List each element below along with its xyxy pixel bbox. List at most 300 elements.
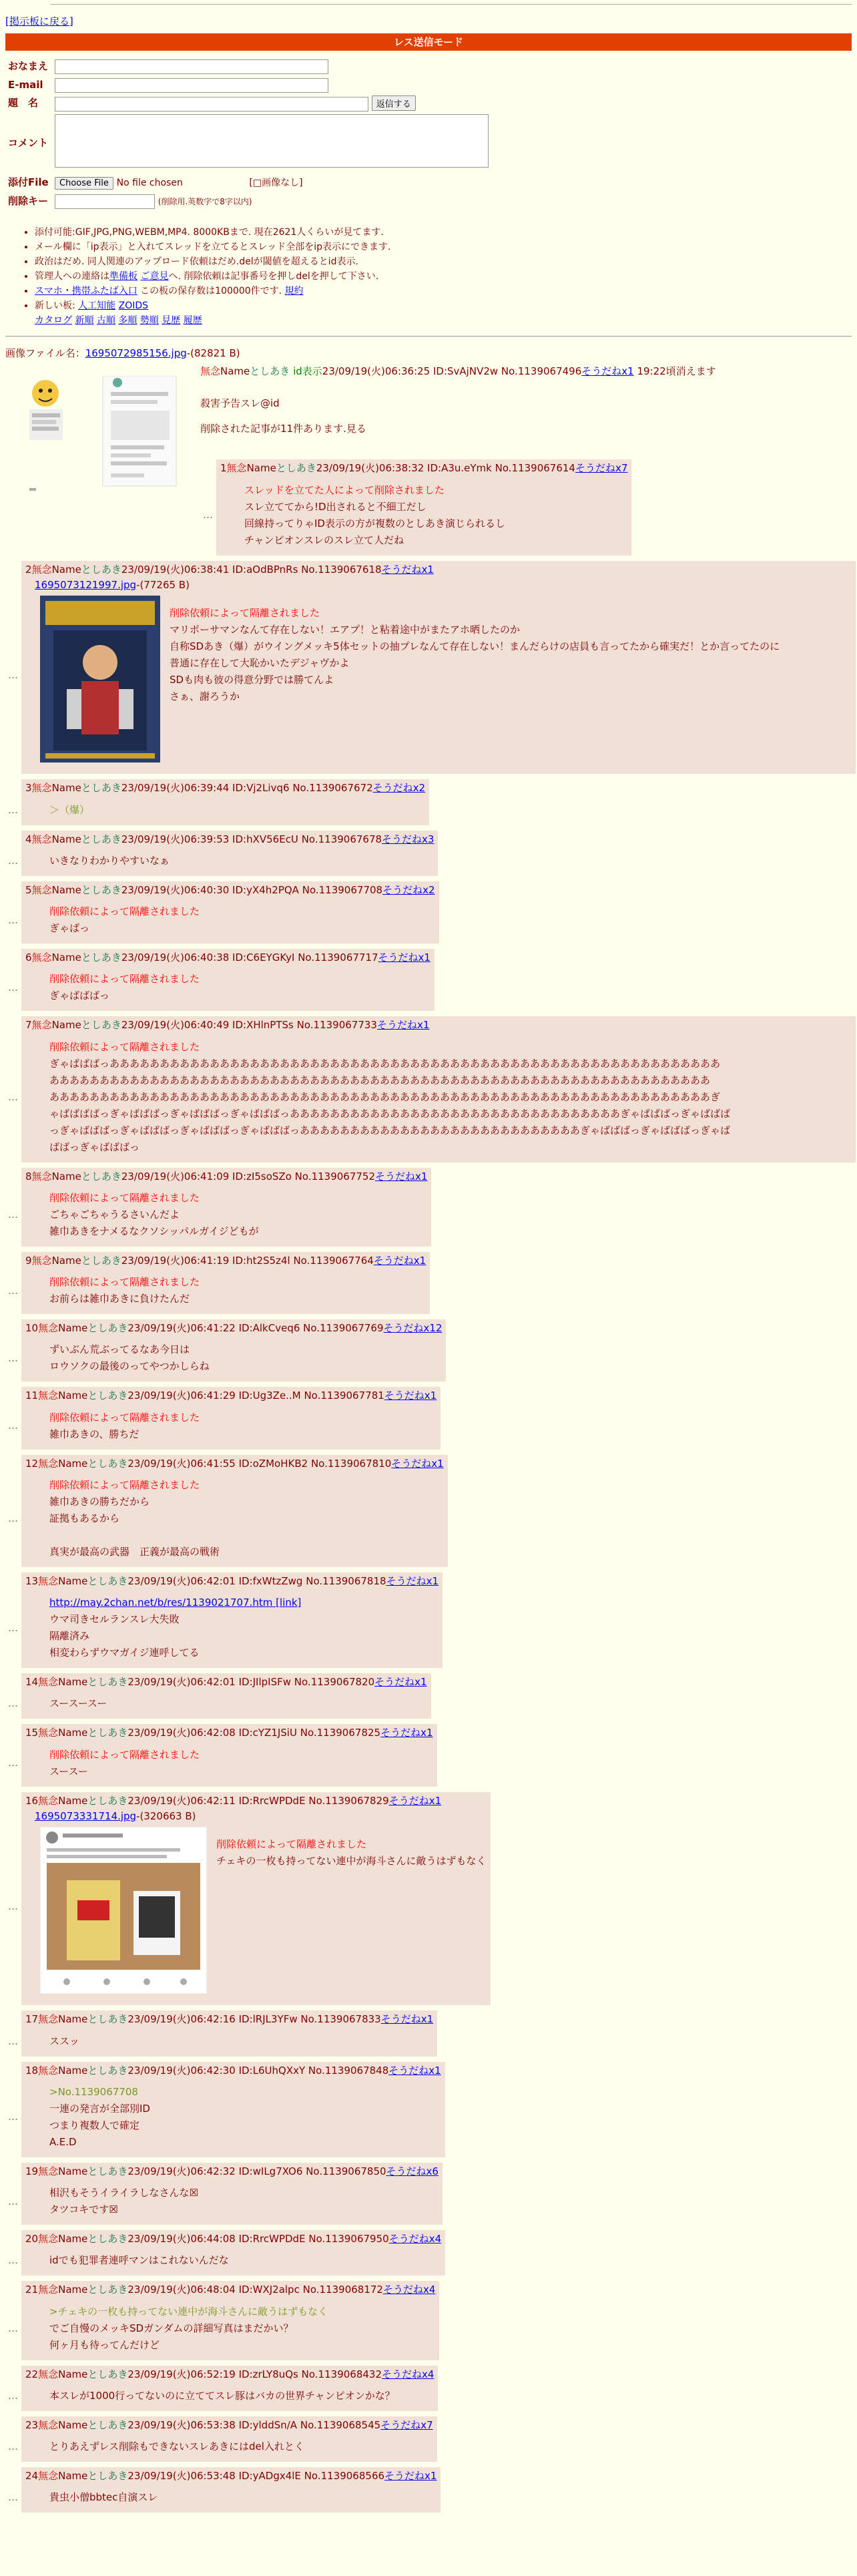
reply-number[interactable]: No.1139067829 — [308, 1794, 389, 1807]
reply-line: っぎゃばばばっぎゃばばばっぎゃばばばっぎゃばばばっああああああああああああああああああああああああああああぎゃばばばっぎゃばばばっぎゃば — [49, 1124, 731, 1136]
reply-handle: としあき — [81, 883, 121, 896]
reply-deleted-note: 削除依頼によって隔離されました — [49, 1478, 200, 1491]
reply-dots: … — [8, 913, 18, 926]
reply-1 — [200, 459, 852, 555]
sort-momentum-link[interactable]: 勢順 — [139, 315, 159, 327]
reply-body — [49, 1039, 852, 1156]
reply-line: お前らは雑巾あきに負けたんだ — [49, 1293, 190, 1305]
reply-number[interactable]: No.1139067678 — [301, 833, 382, 845]
reply-index: 15 — [25, 1727, 39, 1739]
reply-body — [244, 482, 627, 549]
reply-index: 11 — [25, 1389, 39, 1402]
reply-thumbnail[interactable] — [40, 596, 160, 767]
choose-file-button[interactable]: Choose File — [55, 177, 113, 190]
reply-dots: … — [8, 2195, 18, 2207]
reply-header — [25, 832, 434, 847]
reply-line: ロウソクの最後のってやつかしらね — [49, 1360, 210, 1373]
catalog-link[interactable]: カタログ — [35, 315, 72, 327]
reply-name-field: Name — [58, 2284, 88, 2296]
reply-sodane-button[interactable]: そうだねx1 — [374, 1676, 427, 1689]
reply-box — [21, 2163, 443, 2225]
reply-header — [25, 2367, 434, 2382]
reply-file-size: -(77265 B) — [136, 578, 190, 591]
reply-name-field: Name — [58, 2470, 88, 2483]
reply-name: 無念 — [38, 1727, 59, 1739]
reply-date: 23/09/19(火)06:41:22 ID:AlkCveq6 — [127, 1322, 300, 1335]
reply-index: 6 — [25, 951, 32, 964]
reply-index: 18 — [25, 2064, 39, 2077]
reply-number[interactable]: No.1139067781 — [304, 1389, 384, 1402]
reply-sodane-button[interactable]: そうだねx1 — [388, 2064, 441, 2077]
noimage-checkbox[interactable]: [□画像なし] — [249, 178, 303, 189]
reply-number[interactable]: No.1139067752 — [294, 1170, 376, 1183]
reply-line: ごちゃごちゃうるさいんだよ — [49, 1208, 180, 1221]
reply-handle: としあき — [87, 2284, 128, 2296]
reply-quote: >No.1139067708 — [49, 2085, 138, 2098]
op-file-link[interactable]: 1695072985156.jpg — [85, 347, 187, 360]
sort-many-link[interactable]: 多順 — [118, 315, 137, 327]
reply-header — [25, 2231, 441, 2247]
op-image-icon — [24, 376, 191, 496]
reply-header — [25, 1388, 437, 1404]
reply-line: 相沢もそうイライラしなさんな☒ — [49, 2187, 198, 2199]
reply-index: 2 — [25, 563, 32, 576]
reply-line: 雑巾あきをナメるなクソシッパルガイジどもが — [49, 1225, 259, 1237]
reply-image-area — [25, 1824, 487, 1998]
reply-line: マリポーサマンなんて存在しない！エアプ！と粘着途中がまたアホ晒したのか — [170, 624, 521, 636]
reply-line: ぎゃばばばっあああああああああああああああああああああああああああああああああああああああああああああああああああああああああああああ — [49, 1057, 721, 1070]
back-nav — [5, 14, 852, 29]
reply-body — [49, 2084, 441, 2151]
reply-16 — [5, 1792, 852, 2006]
reply-box — [21, 949, 435, 1011]
reply-handle: としあき — [81, 1019, 121, 1032]
reply-dots: … — [8, 2440, 18, 2453]
reply-header — [25, 2012, 433, 2027]
reply-sodane-button[interactable]: そうだねx4 — [382, 2368, 435, 2380]
view-history-link[interactable]: 見歴 — [162, 315, 181, 327]
reply-sodane-button[interactable]: そうだねx4 — [382, 2284, 436, 2296]
reply-file-link[interactable]: 1695073121997.jpg — [35, 578, 137, 591]
reply-number[interactable]: No.1139067733 — [296, 1019, 377, 1032]
reply-name: 無念 — [38, 1322, 59, 1335]
reply-deleted-note: 削除依頼によって隔離されました — [49, 905, 200, 918]
reply-index: 1 — [220, 462, 227, 475]
reply-sodane-button[interactable]: そうだねx1 — [373, 1254, 426, 1267]
reply-dots: … — [8, 803, 18, 816]
email-input[interactable] — [55, 78, 328, 93]
reply-dots: … — [8, 2034, 18, 2047]
reply-date: 23/09/19(火)06:42:01 ID:JIlpISFw — [127, 1676, 292, 1689]
reply-handle: としあき — [87, 2013, 128, 2026]
reply-name-field: Name — [51, 951, 81, 964]
reply-8 — [5, 1168, 852, 1247]
reply-deleted-note: 削除依頼によって隔離されました — [49, 1276, 200, 1289]
reply-number[interactable]: No.1139067848 — [308, 2064, 389, 2077]
reply-dots: … — [8, 1900, 18, 1912]
reply-index: 21 — [25, 2284, 39, 2296]
reply-11 — [5, 1387, 852, 1449]
reply-box — [21, 2416, 437, 2462]
reply-22 — [5, 2366, 852, 2411]
reply-number[interactable]: No.1139067950 — [308, 2233, 389, 2245]
rule-item: • 政治はだめ. 同人関連のアップロード依頼はだめ.delが閾値を超えるとid表示. — [35, 254, 852, 269]
reply-header — [25, 562, 852, 578]
reply-line: つまり複数人で確定 — [49, 2119, 140, 2131]
reply-box — [21, 2467, 441, 2513]
reply-name: 無念 — [38, 1389, 59, 1402]
subject-label: 題 名 — [8, 97, 39, 110]
reply-index: 14 — [25, 1676, 39, 1689]
reply-line: スースー — [49, 1765, 88, 1777]
op-name: 無念 — [200, 365, 221, 378]
reply-date: 23/09/19(火)06:42:11 ID:RrcWPDdE — [127, 1794, 306, 1807]
reply-sodane-button[interactable]: そうだねx2 — [372, 782, 426, 795]
reply-number[interactable]: No.1139067708 — [302, 883, 383, 896]
reply-body — [49, 1747, 433, 1780]
reply-number[interactable]: No.1139067769 — [303, 1322, 384, 1335]
file-status: No file chosen — [116, 178, 183, 189]
reply-name: 無念 — [31, 833, 52, 845]
reply-dots: … — [8, 2491, 18, 2504]
reply-name-field: Name — [58, 2013, 88, 2026]
reply-dots: … — [8, 2254, 18, 2267]
reply-file-line — [35, 1809, 487, 1824]
reply-line: ずいぶん荒ぶってるなあ今日は — [49, 1343, 190, 1356]
reply-name: 無念 — [38, 2165, 59, 2177]
reply-body — [49, 2388, 434, 2404]
reply-date: 23/09/19(火)06:38:32 ID:A3u.eYmk — [316, 462, 492, 475]
reply-thumbnail[interactable] — [40, 1827, 207, 1998]
op-number[interactable]: No.1139067496 — [501, 365, 582, 378]
reply-handle: としあき — [87, 2165, 128, 2177]
op-sodane-button[interactable]: そうだねx1 — [581, 365, 634, 378]
reply-number[interactable]: No.1139067850 — [306, 2165, 386, 2177]
email-label: E-mail — [8, 78, 43, 91]
reply-box — [21, 1016, 856, 1162]
reply-sodane-button[interactable]: そうだねx3 — [382, 833, 435, 845]
reply-box — [21, 2366, 438, 2411]
reply-name: 無念 — [38, 1457, 59, 1470]
back-to-board-link[interactable]: [掲示板に戻る] — [5, 15, 73, 27]
reply-sodane-button[interactable]: そうだねx7 — [380, 2418, 433, 2431]
reply-number[interactable]: No.1139067820 — [294, 1676, 375, 1689]
reply-sodane-button[interactable]: そうだねx1 — [391, 1457, 444, 1470]
reply-2 — [5, 561, 852, 775]
reply-name: 無念 — [31, 1254, 52, 1267]
reply-12 — [5, 1455, 852, 1567]
figure-box-icon — [40, 596, 160, 763]
reply-name: 無念 — [226, 462, 247, 475]
reply-name-field: Name — [58, 1457, 88, 1470]
reply-header — [25, 1169, 427, 1185]
op-name-field: Name — [220, 365, 250, 378]
reply-dots: … — [8, 2111, 18, 2123]
reply-number[interactable]: No.1139067825 — [300, 1727, 381, 1739]
reply-body — [49, 1190, 427, 1240]
reply-index: 5 — [25, 883, 32, 896]
reply-number[interactable]: No.1139068172 — [302, 2284, 383, 2296]
reply-index: 24 — [25, 2470, 39, 2483]
reply-name: 無念 — [38, 1574, 59, 1587]
reply-date: 23/09/19(火)06:48:04 ID:WXJ2alpc — [127, 2284, 300, 2296]
reply-box — [21, 1252, 430, 1314]
reply-index: 13 — [25, 1574, 39, 1587]
reply-index: 19 — [25, 2165, 39, 2177]
reply-sodane-button[interactable]: そうだねx1 — [375, 1170, 428, 1183]
reply-line: 証拠もあるから — [49, 1512, 120, 1524]
reply-image-area — [25, 593, 852, 767]
op-date: 23/09/19(火)06:36:25 ID:SvAjNV2w — [322, 365, 499, 378]
reply-link[interactable]: http://may.2chan.net/b/res/1139021707.htm [link] — [49, 1596, 302, 1609]
reply-dots: … — [8, 668, 18, 681]
reply-sodane-button[interactable]: そうだねx6 — [386, 2165, 439, 2177]
board-link-ai[interactable]: 人工知能 — [78, 300, 116, 312]
reply-line: ぎゃばばばっ — [49, 990, 110, 1002]
op-header — [200, 364, 716, 379]
reply-deleted-note: 削除依頼によって隔離されました — [49, 1191, 200, 1204]
reply-body — [49, 2489, 437, 2506]
reply-name: 無念 — [38, 2284, 59, 2296]
reply-number[interactable]: No.1139067764 — [293, 1254, 374, 1267]
reply-sodane-button[interactable]: そうだねx1 — [376, 1019, 430, 1032]
reply-name: 無念 — [38, 1676, 59, 1689]
op-thumbnail[interactable] — [24, 376, 191, 496]
reply-sodane-button[interactable]: そうだねx2 — [382, 883, 435, 896]
reply-line: 自称SDあき（爆）がウイングメッキ5体セットの抽プレなんて存在しない！まんだらけの店員も言ってたから確実だ！とか言ってたのに — [170, 640, 780, 653]
history-link[interactable]: 履歴 — [183, 315, 202, 327]
reply-line: スレ立ててから!D出されると不細工だし — [244, 500, 426, 513]
reply-date: 23/09/19(火)06:42:16 ID:lRJL3YFw — [127, 2013, 298, 2026]
op-expire: 19:22頃消えます — [637, 365, 716, 378]
reply-date: 23/09/19(火)06:44:08 ID:RrcWPDdE — [127, 2233, 306, 2245]
terms-link[interactable]: 規約 — [284, 286, 304, 297]
new-board-item — [35, 298, 852, 313]
reply-line: SDも肉も彼の得意分野では勝てんよ — [170, 674, 334, 686]
reply-sodane-button[interactable]: そうだねx1 — [386, 1574, 439, 1587]
reply-index: 9 — [25, 1254, 32, 1267]
reply-name: 無念 — [31, 1170, 52, 1183]
reply-name-field: Name — [51, 563, 81, 576]
reply-index: 23 — [25, 2418, 39, 2431]
reply-sodane-button[interactable]: そうだねx1 — [384, 1389, 437, 1402]
reply-name-field: Name — [51, 782, 81, 795]
reply-number[interactable]: No.1139067618 — [301, 563, 382, 576]
reply-number[interactable]: No.1139067833 — [300, 2013, 381, 2026]
reply-body — [49, 2185, 439, 2218]
reply-sodane-button[interactable]: そうだねx1 — [384, 2470, 437, 2483]
reply-line: 雑巾あきの、勝ちだ — [49, 1428, 139, 1440]
reply-dots: … — [8, 1208, 18, 1221]
reply-13 — [5, 1572, 852, 1668]
reply-dots: … — [8, 854, 18, 867]
reply-handle: としあき — [87, 1457, 128, 1470]
reply-date: 23/09/19(火)06:42:01 ID:fxWtzZwg — [127, 1574, 303, 1587]
delkey-input[interactable] — [55, 194, 155, 209]
reply-dots: … — [8, 1351, 18, 1364]
op-body — [200, 392, 716, 440]
reply-line: 相変わらずウマガイジ連呼してる — [49, 1647, 200, 1659]
reply-name-field: Name — [58, 1794, 88, 1807]
reply-line: 雑巾あきの勝ちだから — [49, 1495, 150, 1508]
reply-list — [5, 459, 852, 2513]
submit-button[interactable]: 返信する — [372, 95, 416, 111]
reply-name-field: Name — [51, 833, 81, 845]
reply-body — [49, 2033, 433, 2050]
reply-header — [25, 1675, 427, 1690]
reply-sodane-button[interactable]: そうだねx1 — [388, 1794, 442, 1807]
op-deleted-note: 削除された記事が11件あります.見る — [200, 422, 366, 435]
reply-line: 貴虫小僧bbtec自演スレ — [49, 2491, 158, 2504]
reply-handle: としあき — [87, 1676, 128, 1689]
reply-handle: としあき — [87, 2064, 128, 2077]
op-file-size: -(82821 B) — [186, 347, 240, 360]
reply-line: いきなりわかりやすいなぁ — [49, 854, 170, 867]
op-body-line: 殺害予告スレ@id — [200, 397, 280, 409]
reply-9 — [5, 1252, 852, 1314]
reply-box — [21, 1724, 437, 1786]
reply-index: 7 — [25, 1019, 32, 1032]
reply-line: ゃばばばばっぎゃばばばっぎゃばばばっぎゃばばばっあああああああああああああああああああああああああああああああああぎゃばばばっぎゃばばば — [49, 1107, 731, 1120]
reply-name: 無念 — [31, 951, 52, 964]
delkey-label: 削除キー — [8, 194, 49, 207]
reply-date: 23/09/19(火)06:40:38 ID:C6EYGKyI — [121, 951, 295, 964]
reply-number[interactable]: No.1139067614 — [495, 462, 575, 475]
reply-name: 無念 — [31, 1019, 52, 1032]
reply-number[interactable]: No.1139067672 — [292, 782, 373, 795]
reply-index: 8 — [25, 1170, 32, 1183]
reply-body — [49, 1695, 427, 1712]
reply-line: 一連の発言が全部別ID — [49, 2102, 150, 2115]
reply-header — [25, 1321, 442, 1336]
reply-deleted-note: 削除依頼によって隔離されました — [216, 1838, 367, 1851]
reply-date: 23/09/19(火)06:41:55 ID:oZMoHKB2 — [127, 1457, 308, 1470]
reply-date: 23/09/19(火)06:53:38 ID:ylddSn/A — [127, 2418, 298, 2431]
reply-index: 20 — [25, 2233, 39, 2245]
reply-deleted-note: 削除依頼によって隔離されました — [49, 1748, 200, 1761]
reply-name: 無念 — [38, 2470, 59, 2483]
reply-date: 23/09/19(火)06:39:53 ID:hXV56EcU — [121, 833, 298, 845]
reply-24 — [5, 2467, 852, 2513]
rule-text: へ. 削除依頼は記事番号を押しdelを押して下さい. — [168, 271, 379, 282]
reply-header — [25, 1018, 852, 1033]
reply-handle: としあき — [87, 1794, 128, 1807]
reply-19 — [5, 2163, 852, 2225]
reply-header — [25, 1725, 433, 1741]
reply-name: 無念 — [38, 2233, 59, 2245]
op-handle: としあき — [250, 365, 290, 378]
reply-line: ぎゃばっ — [49, 922, 90, 935]
reply-number[interactable]: No.1139067810 — [310, 1457, 392, 1470]
reply-header — [25, 1574, 439, 1589]
reply-sodane-button[interactable]: そうだねx7 — [575, 462, 628, 475]
reply-handle: としあき — [81, 833, 121, 845]
reply-sodane-button[interactable]: そうだねx1 — [380, 2013, 434, 2026]
reply-sodane-button[interactable]: そうだねx1 — [380, 1727, 433, 1739]
rule-item: • メール欄に「ip表示」と入れてスレッドを立てるとスレッド全部をip表示にできます. — [35, 240, 852, 254]
reply-6 — [5, 949, 852, 1011]
reply-sodane-button[interactable]: そうだねx12 — [383, 1322, 443, 1335]
delkey-note: (削除用.英数字で8字以内) — [158, 196, 252, 206]
reply-body — [216, 1836, 487, 1998]
reply-dots: … — [8, 1090, 18, 1103]
feedback-link[interactable]: ご意見 — [140, 271, 169, 282]
junbi-board-link[interactable]: 準備板 — [109, 271, 137, 282]
board-link-zoids[interactable]: ZOIDS — [118, 300, 149, 312]
reply-box — [21, 831, 438, 876]
reply-body — [170, 605, 780, 767]
reply-date: 23/09/19(火)06:39:44 ID:Vj2Livq6 — [121, 782, 290, 795]
subject-input[interactable] — [55, 97, 368, 112]
reply-body — [49, 2304, 435, 2354]
reply-body — [49, 1274, 426, 1307]
reply-quote: >チェキの一枚も持ってない連中が海斗さんに敵うはずもなく — [49, 2305, 328, 2318]
reply-box — [21, 1387, 441, 1449]
reply-sodane-button[interactable]: そうだねx1 — [381, 563, 434, 576]
sort-new-link[interactable]: 新順 — [75, 315, 94, 327]
reply-line: ばばっぎゃばばばっ — [49, 1140, 140, 1153]
reply-file-link[interactable]: 1695073331714.jpg — [35, 1809, 137, 1822]
post-form — [5, 57, 491, 210]
reply-index: 12 — [25, 1457, 39, 1470]
reply-header — [25, 2468, 437, 2484]
reply-index: 17 — [25, 2013, 39, 2026]
reply-dots: … — [8, 1697, 18, 1710]
reply-name-field: Name — [58, 1676, 88, 1689]
reply-box — [21, 2230, 445, 2276]
reply-number[interactable]: No.1139068545 — [300, 2418, 381, 2431]
reply-number[interactable]: No.1139068432 — [301, 2368, 382, 2380]
reply-header — [25, 1253, 426, 1269]
reply-line: でご自慢のメッキSDガンダムの詳細写真はまだかい？ — [49, 2322, 294, 2334]
reply-date: 23/09/19(火)06:41:09 ID:zI5soSZo — [121, 1170, 292, 1183]
reply-index: 4 — [25, 833, 32, 845]
comment-textarea[interactable] — [55, 114, 489, 168]
mobile-entry-link[interactable]: スマホ・携帯ふたば入口 — [35, 286, 137, 297]
reply-name-field: Name — [58, 2368, 88, 2380]
reply-number[interactable]: No.1139067818 — [306, 1574, 386, 1587]
reply-number[interactable]: No.1139067717 — [298, 951, 378, 964]
reply-name-field: Name — [51, 883, 81, 896]
reply-dots: … — [8, 2389, 18, 2402]
reply-index: 3 — [25, 782, 32, 795]
thread — [5, 346, 852, 2513]
reply-name-field: Name — [246, 462, 276, 475]
reply-handle: としあき — [87, 1727, 128, 1739]
sort-old-link[interactable]: 古順 — [96, 315, 115, 327]
reply-line: ああああああああああああああああああああああああああああああああああああああああああああああああああああああああああああああああああぎ — [49, 1090, 721, 1103]
reply-sodane-button[interactable]: そうだねx4 — [388, 2233, 442, 2245]
name-input[interactable] — [55, 59, 328, 74]
reply-index: 16 — [25, 1794, 39, 1807]
reply-4 — [5, 831, 852, 876]
reply-handle: としあき — [276, 462, 316, 475]
reply-body — [49, 1594, 439, 1661]
reply-handle: としあき — [87, 2233, 128, 2245]
rules-list — [5, 225, 852, 328]
reply-box — [21, 779, 429, 825]
reply-deleted-note: 削除依頼によって隔離されました — [49, 973, 200, 986]
reply-header — [25, 1456, 444, 1472]
reply-10 — [5, 1319, 852, 1381]
reply-name: 無念 — [31, 883, 52, 896]
reply-line: 普通に存在して大恥かいたデジャヴかよ — [170, 657, 350, 670]
reply-number[interactable]: No.1139068566 — [304, 2470, 385, 2483]
reply-sodane-button[interactable]: そうだねx1 — [378, 951, 431, 964]
reply-name-field: Name — [51, 1254, 81, 1267]
reply-handle: としあき — [87, 1389, 128, 1402]
reply-header — [25, 1793, 487, 1809]
